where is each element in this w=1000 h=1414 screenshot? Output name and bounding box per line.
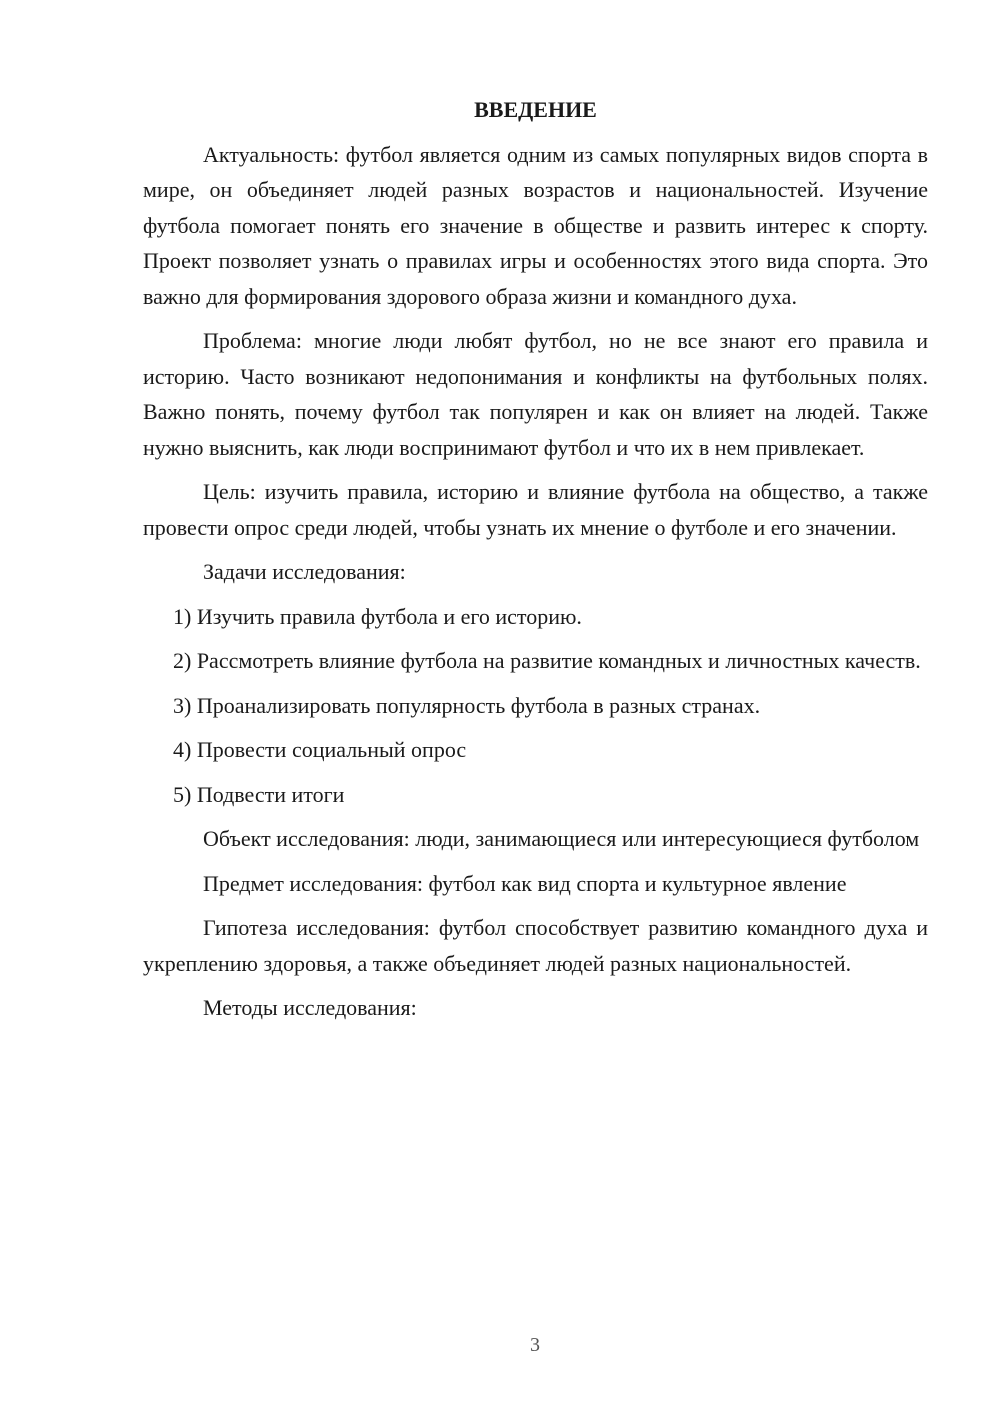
tasks-heading: Задачи исследования:	[203, 559, 406, 584]
task-item: 4) Провести социальный опрос	[173, 737, 467, 762]
relevance-paragraph: Актуальность: футбол является одним из самых популярных видов спорта в мире, он объединяет людей разных возрастов и национальностей. Изучение футбола помогает понять его значение в обществе и развить интерес к спорту. Проект позволяет узнать о правилах игры и особенностях этого вида спорта. Это важно для формирования здорового образа жизни и командного духа.	[143, 141, 928, 309]
document-body	[143, 92, 928, 1035]
object-paragraph: Объект исследования: люди, занимающиеся или интересующиеся футболом	[203, 826, 920, 851]
goal-paragraph: Цель: изучить правила, историю и влияние футбола на общество, а также провести опрос среди людей, чтобы узнать их мнение о футболе и его значении.	[143, 479, 928, 540]
task-item: 2) Рассмотреть влияние футбола на развитие командных и личностных качеств.	[173, 648, 921, 673]
hypothesis-paragraph: Гипотеза исследования: футбол способствует развитию командного духа и укреплению здоровья, а также объединяет людей разных национальностей.	[143, 915, 928, 976]
task-item: 3) Проанализировать популярность футбола в разных странах.	[173, 692, 761, 718]
problem-paragraph: Проблема: многие люди любят футбол, но не все знают его правила и историю. Часто возникают недопонимания и конфликты на футбольных полях. Важно понять, почему футбол так популярен и как он влияет на людей. Также нужно выяснить, как люди воспринимают футбол и что их в нем привлекает.	[143, 328, 928, 460]
methods-heading: Методы исследования:	[203, 995, 417, 1020]
task-item: 1) Изучить правила футбола и его историю.	[173, 603, 582, 629]
subject-paragraph: Предмет исследования: футбол как вид спорта и культурное явление	[203, 870, 847, 896]
page-number: 3	[530, 1334, 540, 1356]
task-item: 5) Подвести итоги	[173, 781, 345, 807]
page-title: ВВЕДЕНИЕ	[474, 97, 597, 122]
